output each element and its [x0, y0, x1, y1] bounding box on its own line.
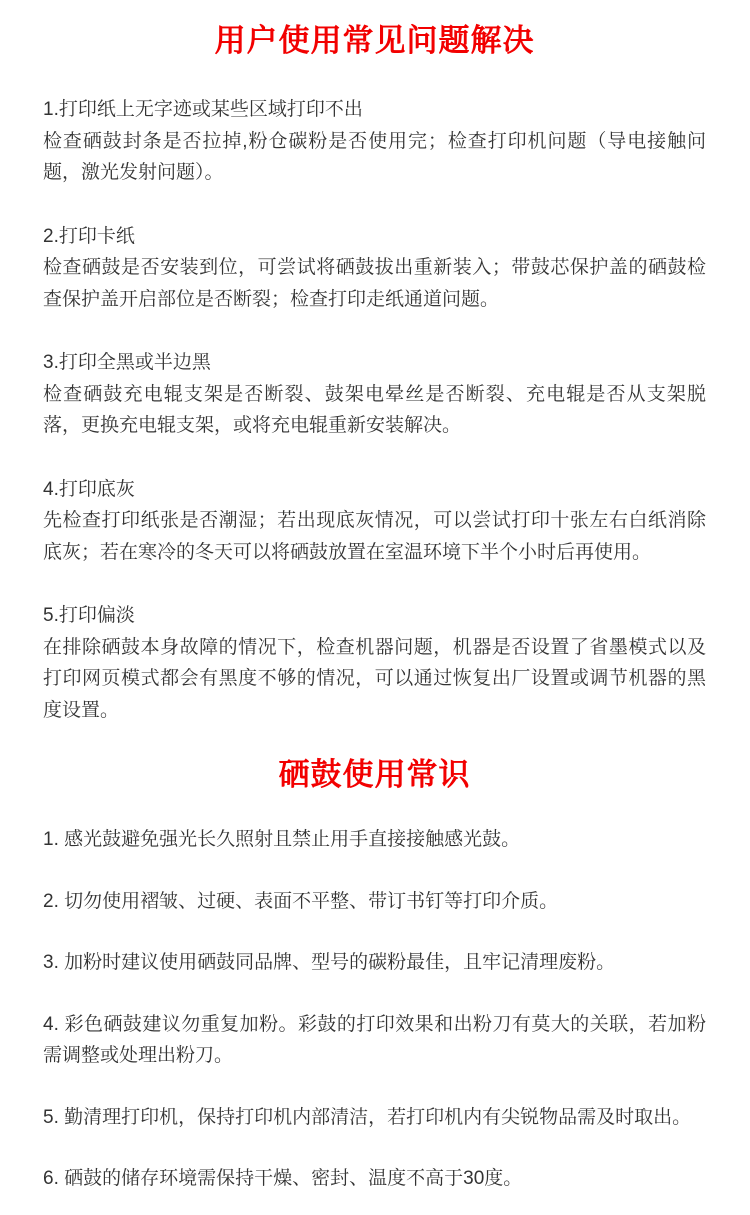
faq-list: [43, 94, 706, 726]
faq-item-5-body: 在排除硒鼓本身故障的情况下，检查机器问题，机器是否设置了省墨模式以及打印网页模式都会有黑度不够的情况，可以通过恢复出厂设置或调节机器的黑度设置。: [43, 636, 706, 721]
faq-item-4-heading: 4.打印底灰: [43, 478, 135, 500]
faq-item-5-heading: 5.打印偏淡: [43, 605, 135, 626]
tip-item-4: 4. 彩色硒鼓建议勿重复加粉。彩鼓的打印效果和出粉刀有莫大的关联，若加粉需调整或处理出粉刀。: [43, 1013, 706, 1066]
tips-list: [43, 824, 706, 1195]
faq-item-1-heading: 1.打印纸上无字迹或某些区域打印不出: [43, 99, 363, 120]
faq-item-2-body: 检查硒鼓是否安装到位，可尝试将硒鼓拔出重新装入；带鼓芯保护盖的硒鼓检查保护盖开启部位是否断裂；检查打印走纸通道问题。: [43, 257, 706, 310]
faq-item-3-body: 检查硒鼓充电辊支架是否断裂、鼓架电晕丝是否断裂、充电辊是否从支架脱落，更换充电辊支架，或将充电辊重新安装解决。: [43, 383, 706, 436]
faq-item-3: [43, 347, 706, 442]
tip-item-2: 2. 切勿使用褶皱、过硬、表面不平整、带订书钉等打印介质。: [43, 890, 559, 912]
tip-item-5: 5. 勤清理打印机，保持打印机内部清洁，若打印机内有尖锐物品需及时取出。: [43, 1106, 692, 1128]
faq-item-3-heading: 3.打印全黑或半边黑: [43, 352, 211, 373]
tip-item-1: 1. 感光鼓避免强光长久照射且禁止用手直接接触感光鼓。: [43, 829, 521, 850]
faq-item-2: [43, 221, 706, 316]
faq-item-2-heading: 2.打印卡纸: [43, 225, 135, 247]
faq-item-1-body: 检查硒鼓封条是否拉掉,粉仓碳粉是否使用完；检查打印机问题（导电接触问题，激光发射问题）。: [43, 130, 706, 183]
faq-item-5: [43, 600, 706, 726]
faq-item-4-body: 先检查打印纸张是否潮湿；若出现底灰情况，可以尝试打印十张左右白纸消除底灰；若在寒冷的冬天可以将硒鼓放置在室温环境下半个小时后再使用。: [43, 510, 706, 563]
faq-item-1: [43, 94, 706, 189]
tip-item-6: 6. 硒鼓的储存环境需保持干燥、密封、温度不高于30度。: [43, 1168, 523, 1189]
section2-title: 硒鼓使用常识: [278, 757, 471, 792]
tip-item-3: 3. 加粉时建议使用硒鼓同品牌、型号的碳粉最佳，且牢记清理废粉。: [43, 952, 616, 973]
faq-item-4: [43, 474, 706, 569]
section1-title: 用户使用常见问题解决: [214, 23, 535, 58]
